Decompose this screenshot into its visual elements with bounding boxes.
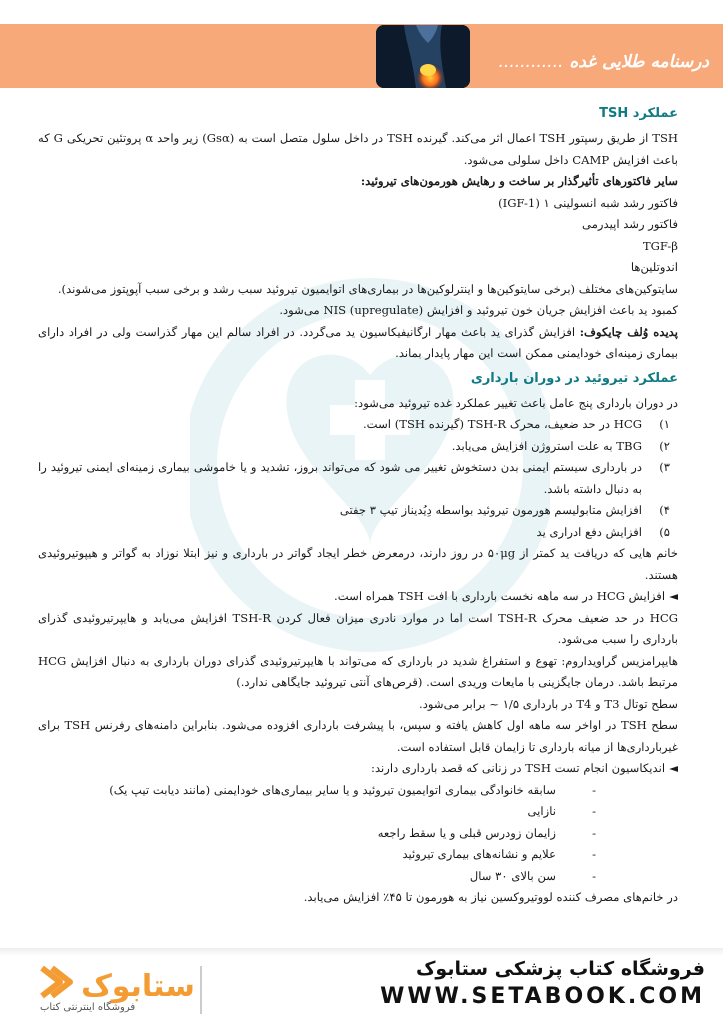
indication-text: سابقه خانوادگی بیماری اتوایمیون تیروئید و یا سایر بیماری‌های خودایمنی (مانند دیابت تیپ یک) (109, 782, 556, 797)
brand-title (495, 52, 709, 72)
indication-item (38, 823, 678, 845)
dash-bullet: - (592, 847, 596, 861)
shop-url-link[interactable]: WWW.SETABOOK.COM (380, 984, 705, 1009)
footer (0, 948, 723, 1024)
indication-text: نازایی (527, 804, 556, 818)
list-number: ۳) (659, 460, 670, 474)
list-number: ۴) (659, 503, 670, 517)
list-text: افزایش دفع ادراری ید (536, 524, 642, 539)
hyperemesis-paragraph: هایپرامزیس گراویداروم: تهوع و استفراغ شدید در بارداری که می‌تواند با هایپرتیروئیدی گذرای دوران بارداری به دنبال افزایش HCG مرتبط باشد. درمان جایگزینی با مایعات وریدی است. (قرص‌های آنتی تیروئید جایگاهی ندارد.) (38, 653, 678, 689)
list-text: HCG در حد ضعیف، محرک TSH-R (گیرنده TSH) است. (363, 417, 642, 431)
list-text: TBG به علت استروژن افزایش می‌یابد. (451, 438, 642, 453)
iodine-deficiency-paragraph: کمبود ید باعث افزایش جریان خون تیروئید و افزایش NIS (upregulate) می‌شود. (279, 303, 678, 317)
indication-item (38, 844, 678, 866)
factor-item: فاکتور رشد اپیدرمی (582, 217, 678, 231)
dash-bullet: - (592, 868, 596, 883)
list-item (38, 414, 678, 436)
footer-divider (0, 948, 723, 956)
list-item (38, 436, 678, 458)
factor-item: فاکتور رشد شبه انسولینی ۱ (IGF-1) (498, 195, 678, 210)
dash-bullet: - (592, 825, 596, 840)
indication-arrow-note (38, 758, 678, 780)
list-number: ۱) (659, 417, 670, 431)
section-title-pregnancy: عملکرد تیروئید در دوران بارداری (470, 370, 678, 386)
dash-bullet: - (592, 804, 596, 818)
factor-item: TGF-β (642, 238, 678, 253)
section-title-tsh-function: عملکرد TSH (599, 106, 678, 121)
tsh-level-paragraph: سطح TSH در اواخر سه ماهه اول کاهش یافته و سپس، با پیشرفت بارداری افزوده می‌شود. بنابراین دامنه‌های رفرنس TSH برای غیربارداری‌ها از میانه بارداری تا زایمان قابل استفاده است. (38, 718, 678, 754)
indication-text: سن بالای ۳۰ سال (469, 868, 556, 883)
indication-item (38, 866, 678, 888)
wolff-chaikoff-label: پدیده وُلف چایکوف: (579, 324, 678, 339)
shop-name: فروشگاه کتاب پزشکی ستابوک (415, 958, 705, 980)
arrow-icon: ◄ (669, 761, 678, 775)
indication-text: زایمان زودرس قبلی و یا سقط راجعه (377, 825, 556, 840)
logo-subtitle: فروشگاه اینترنتی کتاب (40, 1002, 136, 1013)
factor-item: اندوتلین‌ها (630, 260, 678, 274)
cytokines-paragraph: سایتوکین‌های مختلف (برخی سایتوکین‌ها و اینترلوکین‌ها در بیماری‌های اتوایمیون تیروئید سبب رشد و برخی سبب آپوپتوز می‌شوند). (57, 281, 678, 296)
tsh-receptor-paragraph: TSH از طریق رسپتور TSH اعمال اثر می‌کند. گیرنده TSH در داخل سلول متصل است به (Gsα) زیر واحد α پروتئین تحریکی G که باعث افزایش CAMP داخل سلولی می‌شود. (38, 131, 679, 167)
page-content (38, 100, 678, 909)
header-top-strip (0, 0, 723, 24)
indication-text: علایم و نشانه‌های بیماری تیروئید (402, 847, 556, 861)
pregnancy-intro: در دوران بارداری پنج عامل باعث تغییر عملکرد غده تیروئید می‌شود: (354, 395, 678, 410)
indication-arrow-text: اندیکاسیون انجام تست TSH در زنانی که قصد بارداری دارند: (371, 761, 666, 775)
wolff-chaikoff-paragraph (38, 322, 678, 365)
list-text: افزایش متابولیسم هورمون تیروئید بواسطه دِیُدیناز تیپ ۳ جفتی (339, 503, 642, 517)
wolff-chaikoff-text: افزایش گذرای ید باعث مهار ارگانیفیکاسیون ید می‌گردد. در افراد سالم این مهار گذراست ولی در افراد دارای بیماری زمینه‌ای خودایمنی ممکن است این مهار پایدار بماند. (38, 324, 678, 360)
levothyroxine-paragraph: در خانم‌های مصرف کننده لووتیروکسین نیاز به هورمون تا ۴۵٪ افزایش می‌یابد. (303, 890, 678, 904)
indication-item (38, 801, 678, 823)
hcg-arrow-text: افزایش HCG در سه ماهه نخست بارداری با افت TSH همراه است. (334, 589, 666, 603)
hcg-paragraph: HCG در حد ضعیف محرک TSH-R است اما در موارد نادری میزان فعال کردن TSH-R افزایش می‌یابد و هایپرتیروئیدی گذرای بارداری را سبب می‌شود. (38, 610, 678, 646)
dash-bullet: - (592, 782, 596, 797)
factors-subheading: سایر فاکتورهای تأثیرگذار بر ساخت و رهایش هورمون‌های تیروئید: (360, 174, 678, 188)
brand-title-dots: ............ (498, 52, 564, 72)
logo-word: ستابوک (81, 969, 195, 1004)
list-number: ۲) (659, 438, 670, 453)
list-item (38, 522, 678, 544)
arrow-icon: ◄ (669, 589, 678, 603)
hcg-arrow-note (38, 586, 678, 608)
list-number: ۵) (659, 524, 670, 539)
indication-item (38, 780, 678, 802)
thyroid-illustration (376, 25, 470, 88)
iodine-intake-paragraph: خانم هایی که دریافت ید کمتر از ۵۰μg در روز دارند، درمعرض خطر ایجاد گواتر در بارداری و نیز ابتلا نوزاد به گواتر و هیپوتیروئیدی هستند. (38, 546, 678, 582)
list-item (38, 500, 678, 522)
brand-title-text: درسنامه طلایی غده (569, 52, 709, 72)
list-item (38, 457, 678, 500)
total-t3-t4-paragraph: سطح توتال T3 و T4 در بارداری ۱/۵ ~ برابر می‌شود. (419, 696, 678, 711)
list-text: در بارداری سیستم ایمنی بدن دستخوش تغییر می شود که می‌تواند بروز، تشدید و یا خاموشی بیماری زمینه‌ای ایمنی تیروئید را به دنبال داشته باشد. (38, 460, 642, 496)
